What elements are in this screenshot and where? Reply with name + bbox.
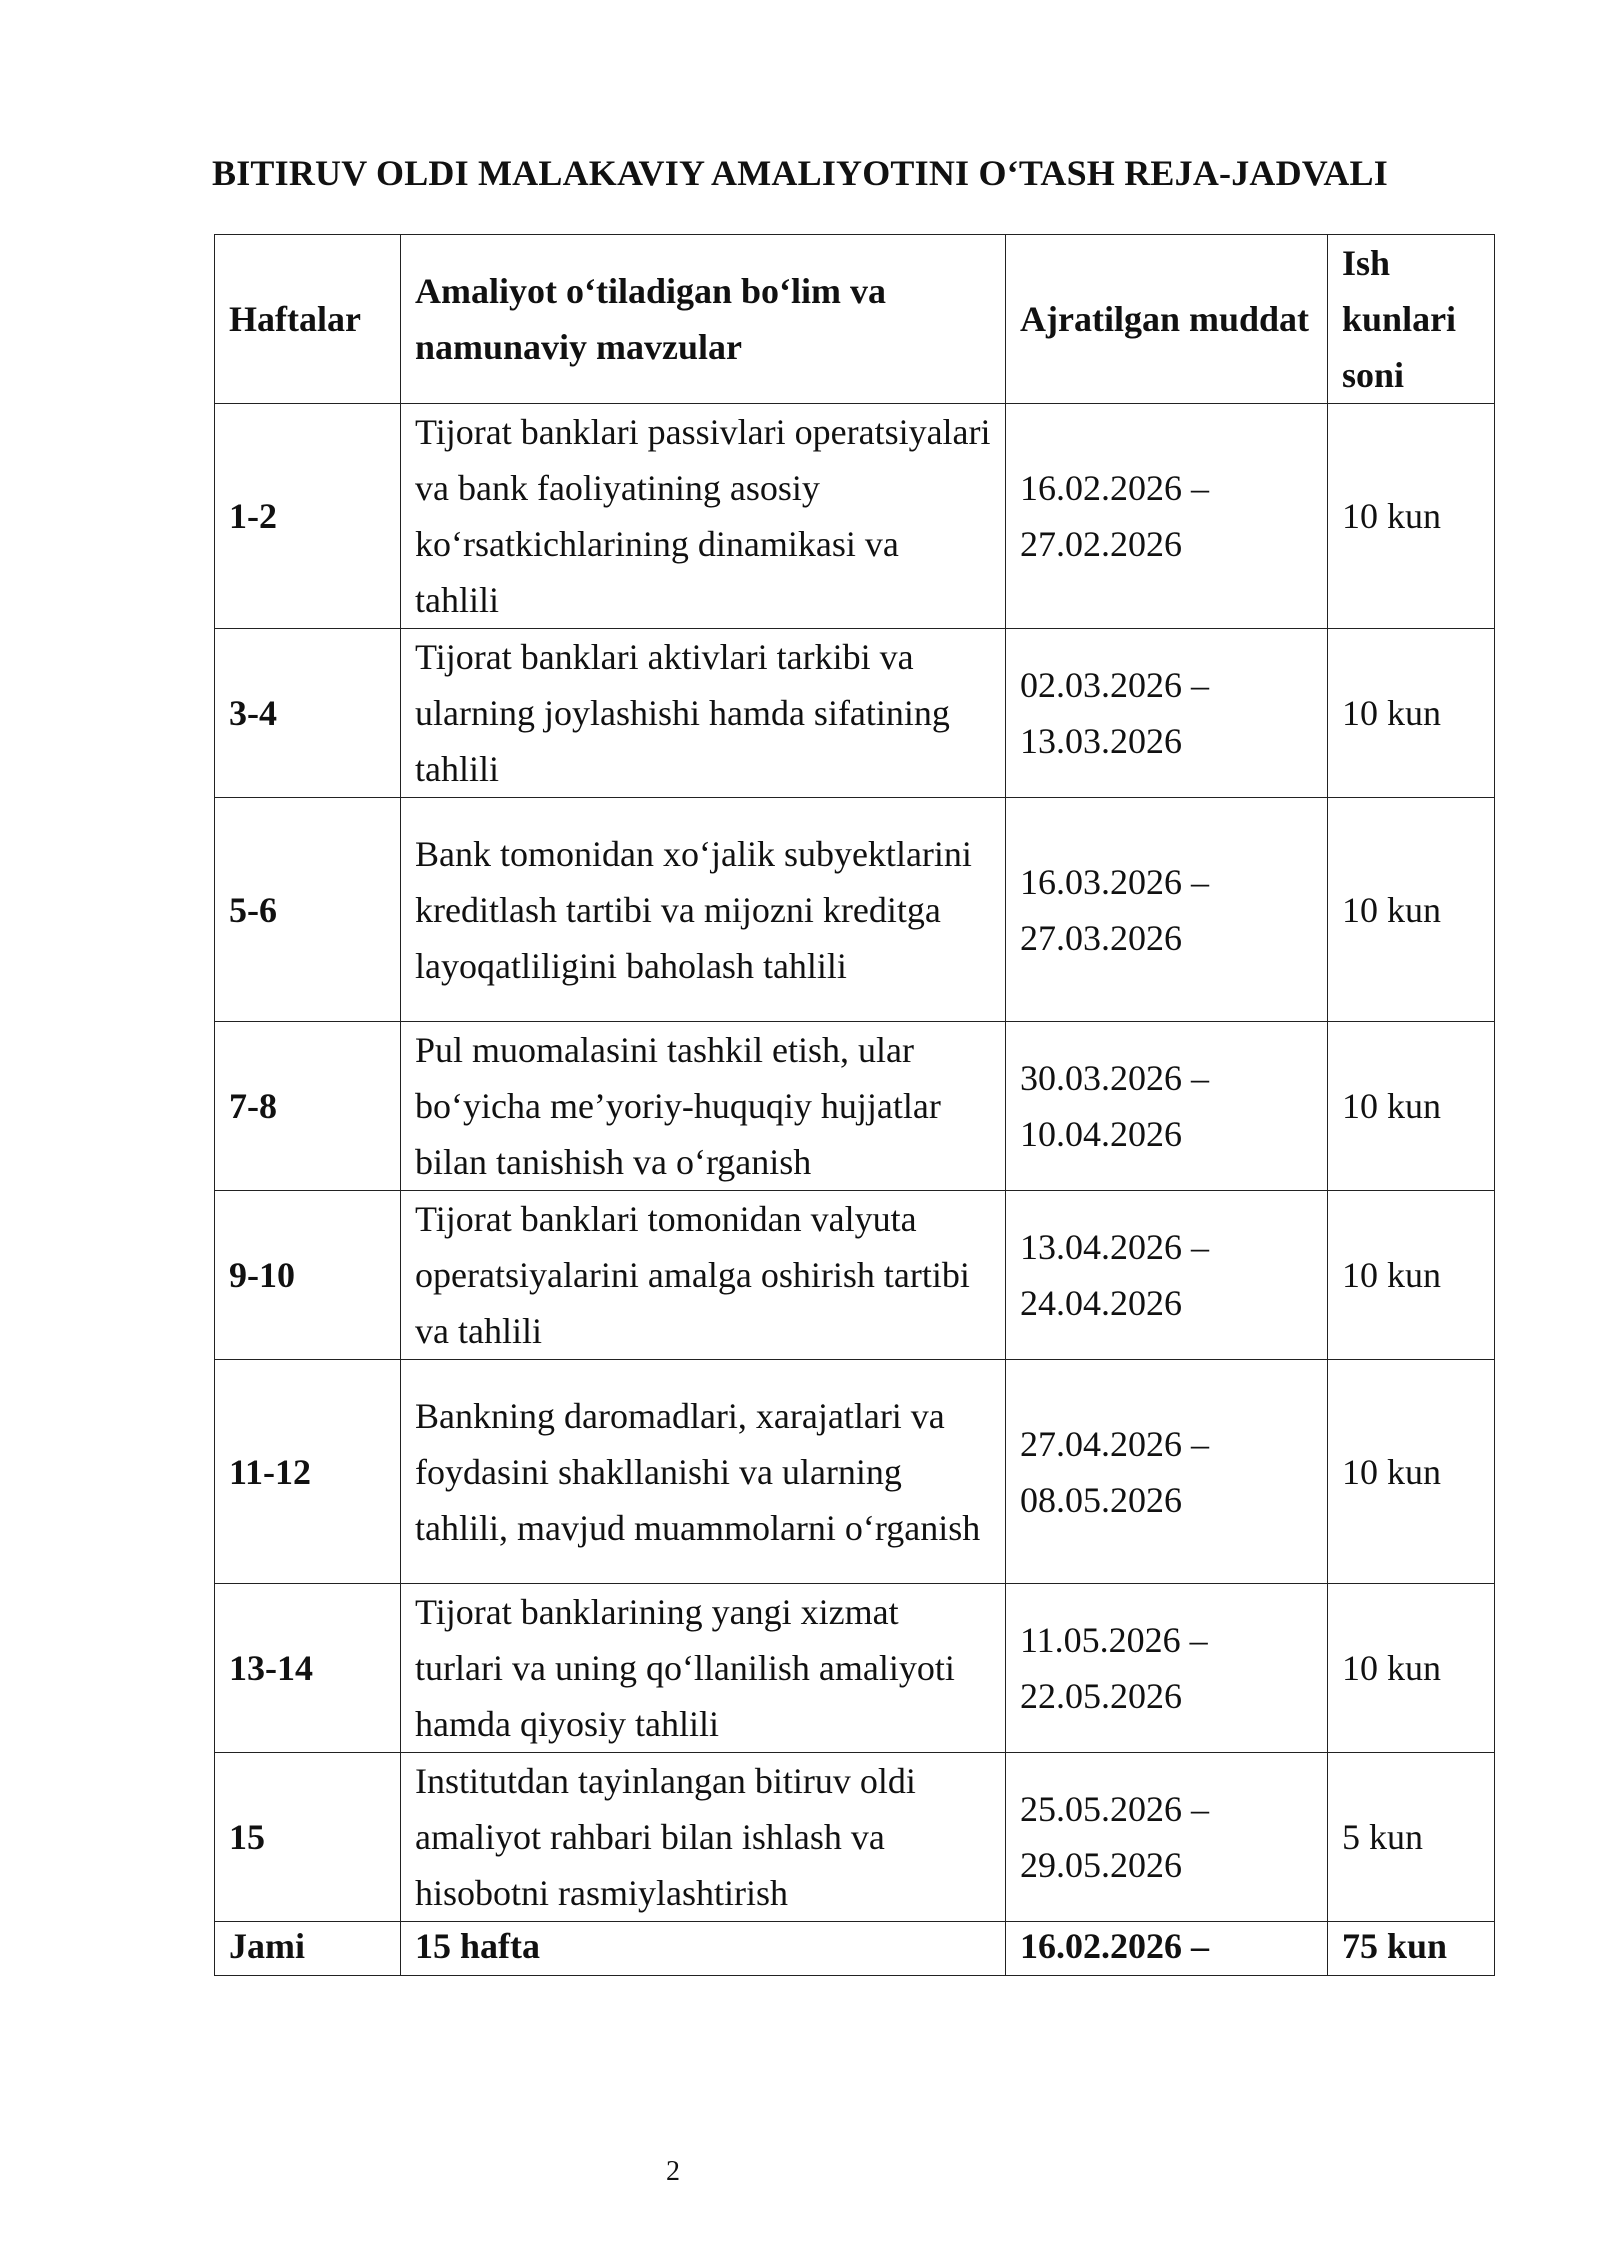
period-end: 29.05.2026: [1020, 1845, 1182, 1885]
row-days: 10 kun: [1328, 1191, 1495, 1360]
total-period: 16.02.2026 –: [1006, 1922, 1328, 1976]
period-end: 08.05.2026: [1020, 1479, 1182, 1520]
period-start: 25.05.2026 –: [1020, 1789, 1209, 1829]
row-weeks: 11-12: [215, 1360, 401, 1584]
header-weeks: Haftalar: [215, 235, 401, 404]
row-days: 10 kun: [1328, 629, 1495, 798]
period-start: 11.05.2026 –: [1020, 1620, 1208, 1660]
row-period: [1006, 1584, 1328, 1753]
row-period: [1006, 798, 1328, 1022]
table-total-row: [215, 1922, 1495, 1976]
page-number: 2: [666, 2156, 680, 2187]
period-end: 27.03.2026: [1020, 917, 1182, 958]
row-topic: Institutdan tayinlangan bitiruv oldi amaliyot rahbari bilan ishlash va hisobotni rasmiylashtirish: [401, 1753, 1006, 1922]
row-topic: Bank tomonidan xo‘jalik subyektlarini kreditlash tartibi va mijozni kreditga layoqatliligini baholash tahlili: [401, 798, 1006, 1022]
table-row: [215, 1191, 1495, 1360]
row-days: 10 kun: [1328, 1360, 1495, 1584]
row-days: 10 kun: [1328, 1022, 1495, 1191]
row-topic: Bankning daromadlari, xarajatlari va foydasini shakllanishi va ularning tahlili, mavjud muammolarni o‘rganish: [401, 1360, 1006, 1584]
row-period: [1006, 1360, 1328, 1584]
period-start: 16.02.2026 –: [1020, 468, 1209, 508]
period-end: 10.04.2026: [1020, 1114, 1182, 1154]
row-weeks: 9-10: [215, 1191, 401, 1360]
period-end: 13.03.2026: [1020, 721, 1182, 761]
row-period: [1006, 404, 1328, 629]
row-days: 5 kun: [1328, 1753, 1495, 1922]
table-row: [215, 1753, 1495, 1922]
period-start: 02.03.2026 –: [1020, 665, 1209, 705]
header-topics: Amaliyot o‘tiladigan bo‘lim va namunaviy mavzular: [401, 235, 1006, 404]
row-weeks: 3-4: [215, 629, 401, 798]
row-days: 10 kun: [1328, 1584, 1495, 1753]
row-weeks: 7-8: [215, 1022, 401, 1191]
row-period: [1006, 1753, 1328, 1922]
row-weeks: 13-14: [215, 1584, 401, 1753]
table-row: [215, 1584, 1495, 1753]
header-period: Ajratilgan muddat: [1006, 235, 1328, 404]
row-weeks: 1-2: [215, 404, 401, 629]
row-period: [1006, 629, 1328, 798]
period-end: 22.05.2026: [1020, 1676, 1182, 1716]
table-row: [215, 1022, 1495, 1191]
row-weeks: 5-6: [215, 798, 401, 1022]
total-label: Jami: [215, 1922, 401, 1976]
period-start: 13.04.2026 –: [1020, 1227, 1209, 1267]
table-row: [215, 1360, 1495, 1584]
table-row: [215, 629, 1495, 798]
period-end: 27.02.2026: [1020, 524, 1182, 564]
row-topic: Tijorat banklarining yangi xizmat turlari va uning qo‘llanilish amaliyoti hamda qiyosiy tahlili: [401, 1584, 1006, 1753]
table-row: [215, 404, 1495, 629]
row-topic: Tijorat banklari tomonidan valyuta operatsiyalarini amalga oshirish tartibi va tahlili: [401, 1191, 1006, 1360]
row-topic: Tijorat banklari aktivlari tarkibi va ularning joylashishi hamda sifatining tahlili: [401, 629, 1006, 798]
period-start: 27.04.2026 –: [1020, 1423, 1209, 1464]
document-title: BITIRUV OLDI MALAKAVIY AMALIYOTINI O‘TASH REJA-JADVALI: [212, 153, 1388, 193]
table-row: [215, 798, 1495, 1022]
table-header-row: [215, 235, 1495, 404]
row-topic: Pul muomalasini tashkil etish, ular bo‘yicha me’yoriy-huquqiy hujjatlar bilan tanishish va o‘rganish: [401, 1022, 1006, 1191]
period-start: 16.03.2026 –: [1020, 861, 1209, 902]
total-weeks: 15 hafta: [401, 1922, 1006, 1976]
period-start: 30.03.2026 –: [1020, 1058, 1209, 1098]
schedule-table: [214, 234, 1495, 1976]
row-days: 10 kun: [1328, 798, 1495, 1022]
row-days: 10 kun: [1328, 404, 1495, 629]
period-end: 24.04.2026: [1020, 1283, 1182, 1323]
total-days: 75 kun: [1328, 1922, 1495, 1976]
row-topic: Tijorat banklari passivlari operatsiyalari va bank faoliyatining asosiy ko‘rsatkichlarining dinamikasi va tahlili: [401, 404, 1006, 629]
row-period: [1006, 1022, 1328, 1191]
row-weeks: 15: [215, 1753, 401, 1922]
row-period: [1006, 1191, 1328, 1360]
header-days: Ish kunlari soni: [1328, 235, 1495, 404]
